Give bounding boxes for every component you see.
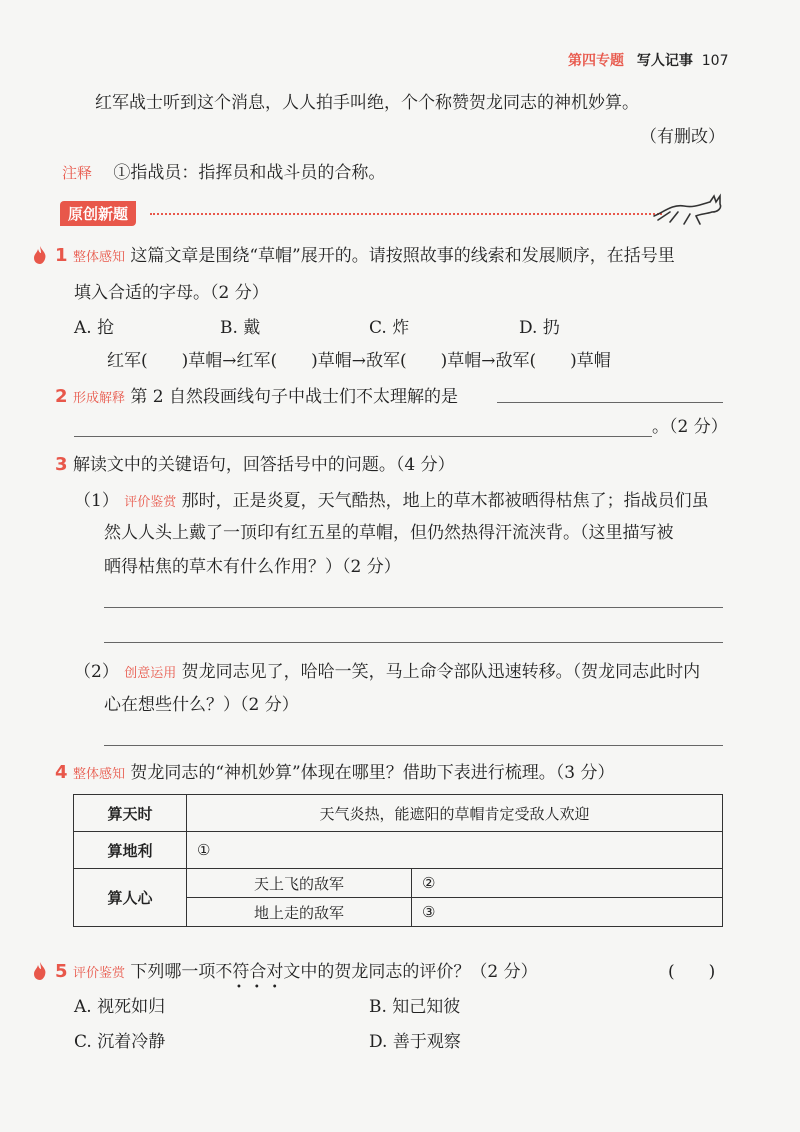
passage-last-line: 红军战士听到这个消息，人人拍手叫绝，个个称赞贺龙同志的神机妙算。 bbox=[95, 93, 639, 113]
q3-sub2-tag: 创意运用 bbox=[124, 666, 177, 681]
q5-option-b: B. 知己知彼 bbox=[369, 997, 461, 1017]
q1-line2: 填入合适的字母。（2 分） bbox=[74, 283, 269, 303]
q1-number: 1 bbox=[55, 245, 68, 266]
banner-label: 原创新题 bbox=[68, 205, 129, 223]
emphasis-dots: ••• bbox=[236, 982, 290, 993]
q3-sub2 bbox=[74, 661, 700, 685]
table-row bbox=[74, 869, 723, 898]
question-1 bbox=[55, 245, 675, 269]
q4-table bbox=[73, 794, 723, 927]
q3-sub2-line2: 心在想些什么？）（2 分） bbox=[104, 695, 299, 715]
q5-number: 5 bbox=[55, 961, 68, 982]
q5-option-c: C. 沉着冷静 bbox=[74, 1032, 166, 1052]
row3-a-label: 天上飞的敌军 bbox=[187, 869, 412, 898]
table-row bbox=[74, 832, 723, 869]
row3-head: 算人心 bbox=[74, 869, 187, 927]
annotation-text: ①指战员：指挥员和战斗员的合称。 bbox=[113, 163, 386, 183]
q3-sub2-answer-line[interactable] bbox=[104, 745, 723, 746]
row1-head: 算天时 bbox=[74, 795, 187, 832]
row1-value: 天气炎热，能遮阳的草帽肯定受敌人欢迎 bbox=[187, 795, 723, 832]
annotation-label: 注释 bbox=[62, 164, 93, 182]
q3-sub1-answer-line-2[interactable] bbox=[104, 642, 723, 643]
page-header bbox=[568, 50, 728, 70]
annotation bbox=[62, 162, 385, 184]
q5-tag: 评价鉴赏 bbox=[72, 966, 125, 981]
q3-number: 3 bbox=[55, 454, 68, 475]
q3-text: 解读文中的关键语句，回答括号中的问题。（4 分） bbox=[72, 455, 455, 475]
q2-answer-line-1[interactable] bbox=[497, 402, 723, 403]
q5-option-a: A. 视死如归 bbox=[74, 997, 166, 1017]
q3-sub1-number: （1） bbox=[74, 491, 119, 511]
row3-a-value[interactable]: ② bbox=[412, 869, 723, 898]
header-section: 第四专题 bbox=[568, 53, 624, 69]
q3-sub1-answer-line-1[interactable] bbox=[104, 607, 723, 608]
passage-source-note: （有删改） bbox=[640, 127, 725, 147]
question-2 bbox=[55, 386, 458, 410]
flame-icon bbox=[33, 962, 47, 980]
q3-sub2-number: （2） bbox=[74, 662, 119, 682]
original-question-banner bbox=[60, 201, 136, 226]
q3-sub1-line2: 然人人头上戴了一顶印有红五星的草帽，但仍然热得汗流浃背。（这里描写被 bbox=[104, 523, 674, 543]
q5-text: 下列哪一项不符合对文中的贺龙同志的评价？（2 分） bbox=[130, 962, 538, 982]
q1-option-b: B. 戴 bbox=[220, 318, 261, 338]
q5-option-d: D. 善于观察 bbox=[369, 1032, 461, 1052]
q2-number: 2 bbox=[55, 386, 68, 407]
q1-tag: 整体感知 bbox=[72, 250, 125, 265]
q1-option-c: C. 炸 bbox=[369, 318, 410, 338]
q1-option-a: A. 抢 bbox=[74, 318, 115, 338]
q2-answer-line-2[interactable] bbox=[74, 436, 652, 437]
q2-tag: 形成解释 bbox=[72, 391, 125, 406]
q1-option-d: D. 扔 bbox=[519, 318, 560, 338]
q2-score: 。（2 分） bbox=[652, 417, 728, 437]
q4-tag: 整体感知 bbox=[72, 767, 125, 782]
q2-text: 第 2 自然段画线句子中战士们不太理解的是 bbox=[130, 387, 458, 407]
q3-sub1 bbox=[74, 490, 709, 514]
row2-value[interactable]: ① bbox=[187, 832, 723, 869]
row2-head: 算地利 bbox=[74, 832, 187, 869]
q1-line1: 这篇文章是围绕“草帽”展开的。请按照故事的线索和发展顺序，在括号里 bbox=[130, 246, 675, 266]
row3-b-value[interactable]: ③ bbox=[412, 898, 723, 927]
header-page: 107 bbox=[701, 53, 729, 69]
question-5 bbox=[55, 961, 538, 985]
q4-number: 4 bbox=[55, 762, 68, 783]
flame-icon bbox=[33, 246, 47, 264]
q5-answer-paren[interactable]: ( ) bbox=[668, 962, 716, 982]
q3-sub1-line3: 晒得枯焦的草木有什么作用？）（2 分） bbox=[104, 557, 401, 577]
table-row bbox=[74, 795, 723, 832]
row3-b-label: 地上走的敌军 bbox=[187, 898, 412, 927]
q3-sub1-line1: 那时，正是炎夏，天气酷热，地上的草木都被晒得枯焦了；指战员们虽 bbox=[181, 491, 709, 511]
header-topic: 写人记事 bbox=[636, 53, 693, 69]
q3-sub1-tag: 评价鉴赏 bbox=[124, 495, 177, 510]
q4-text: 贺龙同志的“神机妙算”体现在哪里？借助下表进行梳理。（3 分） bbox=[130, 763, 615, 783]
question-4 bbox=[55, 762, 614, 786]
cat-icon bbox=[650, 190, 730, 226]
question-3 bbox=[55, 454, 455, 476]
q3-sub2-line1: 贺龙同志见了，哈哈一笑，马上命令部队迅速转移。（贺龙同志此时内 bbox=[181, 662, 701, 682]
q1-chain[interactable]: 红军( )草帽→红军( )草帽→敌军( )草帽→敌军( )草帽 bbox=[107, 351, 611, 371]
banner-dotted-line bbox=[150, 213, 662, 215]
